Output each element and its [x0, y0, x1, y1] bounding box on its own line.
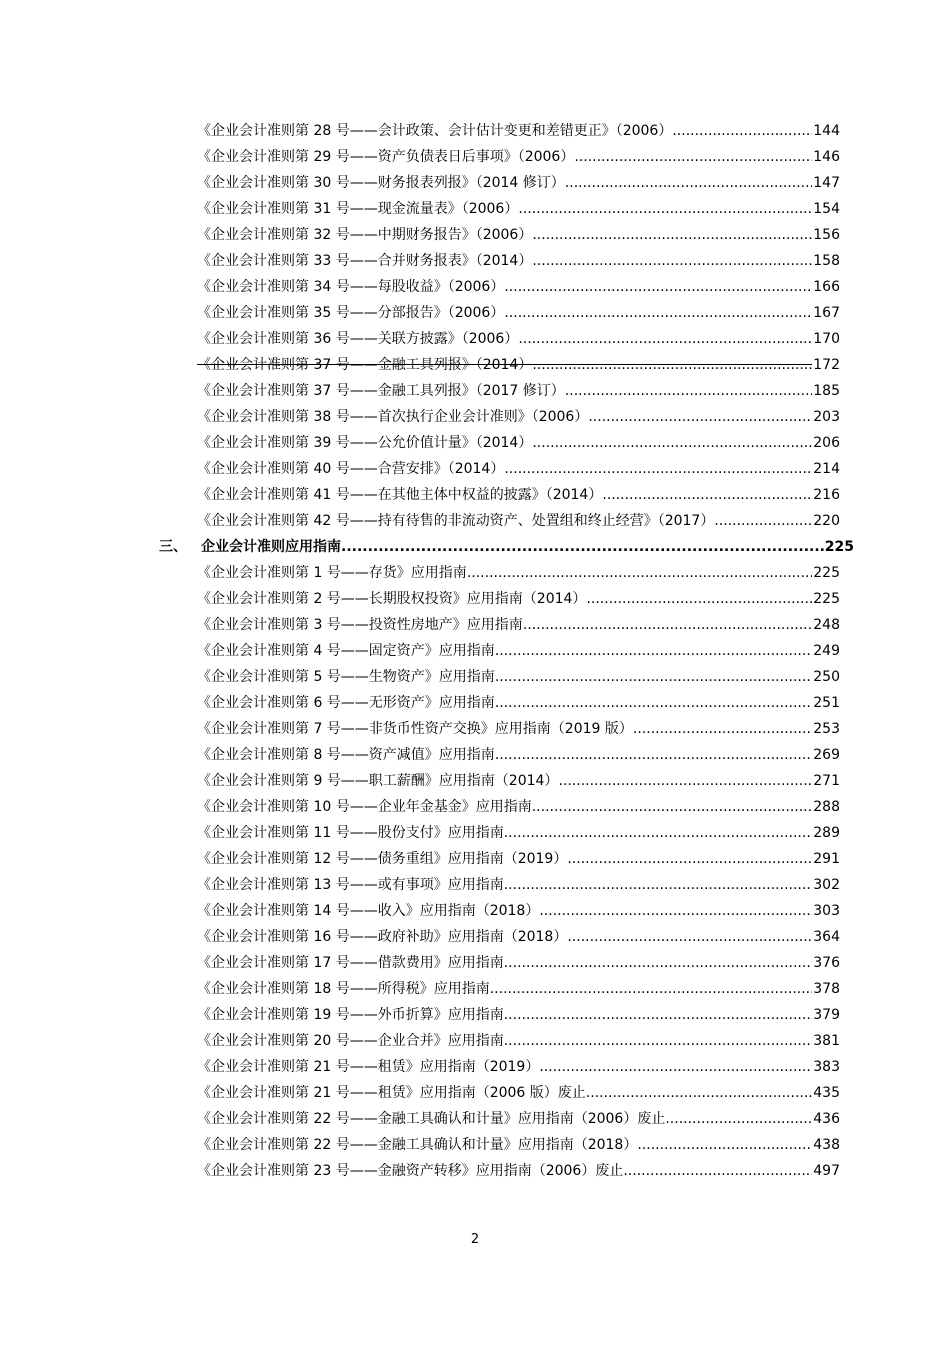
- toc-entry-page-number: 216: [813, 487, 840, 503]
- table-of-contents: [0, 115, 950, 1181]
- toc-entry-page-number: 253: [813, 721, 840, 737]
- toc-entry[interactable]: [0, 947, 950, 973]
- toc-entry[interactable]: [0, 1025, 950, 1051]
- toc-entry-title: 《企业会计准则第 31 号——现金流量表》（2006）: [197, 201, 519, 217]
- toc-entry-title: 《企业会计准则第 9 号——职工薪酬》应用指南（2014）: [197, 773, 559, 789]
- toc-entry-title: 《企业会计准则第 6 号——无形资产》应用指南: [197, 695, 495, 711]
- toc-entry-page-number: 144: [813, 123, 840, 139]
- toc-entry[interactable]: [0, 687, 950, 713]
- dot-leader: [672, 122, 812, 140]
- dot-leader: [588, 408, 812, 426]
- toc-entry-title: 《企业会计准则第 3 号——投资性房地产》应用指南: [197, 617, 523, 633]
- toc-entry[interactable]: [0, 1077, 950, 1103]
- toc-entry[interactable]: [0, 115, 950, 141]
- toc-entry-title: 《企业会计准则第 23 号——金融资产转移》应用指南（2006）废止: [197, 1163, 624, 1179]
- toc-entry-title: 《企业会计准则第 35 号——分部报告》（2006）: [197, 305, 505, 321]
- toc-entry-page-number: 158: [813, 253, 840, 269]
- dot-leader: [633, 720, 812, 738]
- toc-entry-page-number: 206: [813, 435, 840, 451]
- toc-entry[interactable]: [0, 1129, 950, 1155]
- dot-leader: [504, 304, 812, 322]
- toc-entry-title: 《企业会计准则第 14 号——收入》应用指南（2018）: [197, 903, 540, 919]
- dot-leader: [523, 616, 812, 634]
- section-page-number: 225: [824, 539, 854, 555]
- toc-entry-page-number: 438: [813, 1137, 840, 1153]
- dot-leader: [602, 486, 812, 504]
- toc-entry[interactable]: [0, 219, 950, 245]
- dot-leader: [341, 538, 824, 556]
- toc-entry-page-number: 436: [813, 1111, 840, 1127]
- dot-leader: [567, 928, 812, 946]
- toc-entry-title: 《企业会计准则第 37 号——金融工具列报》（2014）: [197, 357, 533, 373]
- toc-section-heading[interactable]: [0, 531, 950, 557]
- toc-entry[interactable]: [0, 245, 950, 271]
- dot-leader: [532, 226, 812, 244]
- dot-leader: [504, 876, 813, 894]
- toc-entry-title: 《企业会计准则第 41 号——在其他主体中权益的披露》（2014）: [197, 487, 603, 503]
- toc-entry-title: 《企业会计准则第 28 号——会计政策、会计估计变更和差错更正》（2006）: [197, 123, 673, 139]
- toc-entry-page-number: 248: [813, 617, 840, 633]
- toc-entry-title: 《企业会计准则第 10 号——企业年金基金》应用指南: [197, 799, 532, 815]
- toc-entry[interactable]: [0, 453, 950, 479]
- dot-leader: [495, 642, 812, 660]
- toc-entry-page-number: 251: [813, 695, 840, 711]
- toc-entry-title: 《企业会计准则第 13 号——或有事项》应用指南: [197, 877, 504, 893]
- toc-entry[interactable]: [0, 791, 950, 817]
- toc-entry-page-number: 364: [813, 929, 840, 945]
- toc-entry-title: 《企业会计准则第 33 号——合并财务报表》（2014）: [197, 253, 533, 269]
- toc-entry-title: 《企业会计准则第 21 号——租赁》应用指南（2019）: [197, 1059, 540, 1075]
- toc-entry-title: 《企业会计准则第 39 号——公允价值计量》（2014）: [197, 435, 533, 451]
- toc-entry-page-number: 383: [813, 1059, 840, 1075]
- dot-leader: [623, 1162, 812, 1180]
- toc-entry-page-number: 303: [813, 903, 840, 919]
- toc-entry-title: 《企业会计准则第 37 号——金融工具列报》（2017 修订）: [197, 383, 565, 399]
- toc-entry-page-number: 172: [813, 357, 840, 373]
- dot-leader: [532, 434, 812, 452]
- toc-entry-title: 《企业会计准则第 5 号——生物资产》应用指南: [197, 669, 495, 685]
- toc-entry-page-number: 250: [813, 669, 840, 685]
- dot-leader: [567, 850, 812, 868]
- toc-entry-title: 《企业会计准则第 36 号——关联方披露》（2006）: [197, 331, 519, 347]
- toc-entry-page-number: 154: [813, 201, 840, 217]
- toc-entry[interactable]: [0, 505, 950, 531]
- toc-entry-title: 《企业会计准则第 21 号——租赁》应用指南（2006 版）废止: [197, 1085, 586, 1101]
- toc-entry-page-number: 167: [813, 305, 840, 321]
- section-number: 三、: [159, 539, 187, 555]
- toc-entry[interactable]: [0, 141, 950, 167]
- dot-leader: [532, 356, 812, 374]
- toc-entry-title: 《企业会计准则第 18 号——所得税》应用指南: [197, 981, 490, 997]
- toc-entry[interactable]: [0, 921, 950, 947]
- toc-entry-title: 《企业会计准则第 40 号——合营安排》（2014）: [197, 461, 505, 477]
- toc-entry-title: 《企业会计准则第 34 号——每股收益》（2006）: [197, 279, 505, 295]
- toc-entry-title: 《企业会计准则第 29 号——资产负债表日后事项》（2006）: [197, 149, 575, 165]
- section-title: 企业会计准则应用指南: [201, 539, 341, 555]
- toc-entry-title: 《企业会计准则第 22 号——金融工具确认和计量》应用指南（2006）废止: [197, 1111, 666, 1127]
- dot-leader: [532, 798, 813, 816]
- dot-leader: [586, 590, 812, 608]
- toc-entry[interactable]: [0, 713, 950, 739]
- dot-leader: [504, 460, 812, 478]
- toc-entry-title: 《企业会计准则第 30 号——财务报表列报》（2014 修订）: [197, 175, 565, 191]
- toc-entry-page-number: 249: [813, 643, 840, 659]
- toc-entry[interactable]: [0, 869, 950, 895]
- toc-part-guidelines: [0, 557, 950, 1181]
- toc-entry-page-number: 269: [813, 747, 840, 763]
- toc-entry-title: 《企业会计准则第 12 号——债务重组》应用指南（2019）: [197, 851, 568, 867]
- toc-entry-title: 《企业会计准则第 7 号——非货币性资产交换》应用指南（2019 版）: [197, 721, 633, 737]
- dot-leader: [586, 1084, 812, 1102]
- toc-entry-title: 《企业会计准则第 42 号——持有待售的非流动资产、处置组和终止经营》（2017）: [197, 513, 715, 529]
- toc-entry[interactable]: [0, 895, 950, 921]
- dot-leader: [558, 772, 812, 790]
- dot-leader: [532, 252, 812, 270]
- toc-entry[interactable]: [0, 843, 950, 869]
- toc-entry-page-number: 166: [813, 279, 840, 295]
- toc-entry-page-number: 214: [813, 461, 840, 477]
- dot-leader: [518, 200, 812, 218]
- dot-leader: [490, 980, 813, 998]
- toc-entry[interactable]: [0, 1103, 950, 1129]
- toc-entry-title: 《企业会计准则第 8 号——资产减值》应用指南: [197, 747, 495, 763]
- dot-leader: [504, 824, 813, 842]
- dot-leader: [504, 1032, 813, 1050]
- dot-leader: [539, 902, 812, 920]
- toc-entry-title: 《企业会计准则第 38 号——首次执行企业会计准则》（2006）: [197, 409, 589, 425]
- toc-entry-page-number: 435: [813, 1085, 840, 1101]
- toc-entry-page-number: 376: [813, 955, 840, 971]
- toc-entry[interactable]: [0, 193, 950, 219]
- toc-entry-page-number: 185: [813, 383, 840, 399]
- dot-leader: [665, 1110, 812, 1128]
- toc-entry-title: 《企业会计准则第 2 号——长期股权投资》应用指南（2014）: [197, 591, 587, 607]
- toc-entry-page-number: 156: [813, 227, 840, 243]
- toc-entry-title: 《企业会计准则第 22 号——金融工具确认和计量》应用指南（2018）: [197, 1137, 638, 1153]
- toc-entry[interactable]: [0, 583, 950, 609]
- page-footer-number: 2: [470, 1232, 480, 1247]
- toc-entry[interactable]: [0, 739, 950, 765]
- toc-entry[interactable]: [0, 271, 950, 297]
- dot-leader: [574, 148, 812, 166]
- toc-entry[interactable]: [0, 817, 950, 843]
- toc-entry-page-number: 271: [813, 773, 840, 789]
- toc-entry-title: 《企业会计准则第 17 号——借款费用》应用指南: [197, 955, 504, 971]
- toc-entry[interactable]: [0, 375, 950, 401]
- toc-entry-title: 《企业会计准则第 20 号——企业合并》应用指南: [197, 1033, 504, 1049]
- toc-entry-page-number: 146: [813, 149, 840, 165]
- toc-entry-page-number: 288: [813, 799, 840, 815]
- toc-entry-struck[interactable]: [0, 349, 950, 375]
- toc-entry[interactable]: [0, 479, 950, 505]
- toc-entry[interactable]: [0, 609, 950, 635]
- toc-entry-page-number: 378: [813, 981, 840, 997]
- toc-entry[interactable]: [0, 323, 950, 349]
- toc-entry-page-number: 302: [813, 877, 840, 893]
- toc-entry[interactable]: [0, 297, 950, 323]
- toc-entry-page-number: 203: [813, 409, 840, 425]
- dot-leader: [539, 1058, 812, 1076]
- toc-entry[interactable]: [0, 999, 950, 1025]
- toc-entry[interactable]: [0, 1155, 950, 1181]
- toc-entry-page-number: 291: [813, 851, 840, 867]
- toc-entry[interactable]: [0, 401, 950, 427]
- toc-entry-title: 《企业会计准则第 16 号——政府补助》应用指南（2018）: [197, 929, 568, 945]
- toc-entry-page-number: 289: [813, 825, 840, 841]
- toc-entry-page-number: 497: [813, 1163, 840, 1179]
- toc-entry-page-number: 225: [813, 591, 840, 607]
- toc-entry[interactable]: [0, 635, 950, 661]
- toc-entry-title: 《企业会计准则第 19 号——外币折算》应用指南: [197, 1007, 504, 1023]
- toc-entry-page-number: 379: [813, 1007, 840, 1023]
- dot-leader: [714, 512, 812, 530]
- toc-entry[interactable]: [0, 1051, 950, 1077]
- dot-leader: [495, 668, 812, 686]
- dot-leader: [467, 564, 812, 582]
- toc-entry-title: 《企业会计准则第 11 号——股份支付》应用指南: [197, 825, 504, 841]
- toc-entry-page-number: 225: [813, 565, 840, 581]
- toc-part-standards: [0, 115, 950, 531]
- toc-entry-page-number: 381: [813, 1033, 840, 1049]
- dot-leader: [495, 694, 812, 712]
- dot-leader: [504, 1006, 813, 1024]
- dot-leader: [637, 1136, 812, 1154]
- dot-leader: [565, 174, 812, 192]
- toc-entry[interactable]: [0, 765, 950, 791]
- toc-entry[interactable]: [0, 661, 950, 687]
- toc-entry-title: 《企业会计准则第 32 号——中期财务报告》（2006）: [197, 227, 533, 243]
- dot-leader: [518, 330, 812, 348]
- dot-leader: [504, 954, 813, 972]
- dot-leader: [495, 746, 812, 764]
- dot-leader: [565, 382, 812, 400]
- toc-entry-page-number: 170: [813, 331, 840, 347]
- toc-entry-page-number: 220: [813, 513, 840, 529]
- toc-entry[interactable]: [0, 973, 950, 999]
- toc-entry-title: 《企业会计准则第 1 号——存货》应用指南: [197, 565, 467, 581]
- toc-entry-title: 《企业会计准则第 4 号——固定资产》应用指南: [197, 643, 495, 659]
- dot-leader: [504, 278, 812, 296]
- toc-entry[interactable]: [0, 167, 950, 193]
- toc-entry[interactable]: [0, 427, 950, 453]
- toc-entry-page-number: 147: [813, 175, 840, 191]
- toc-entry[interactable]: [0, 557, 950, 583]
